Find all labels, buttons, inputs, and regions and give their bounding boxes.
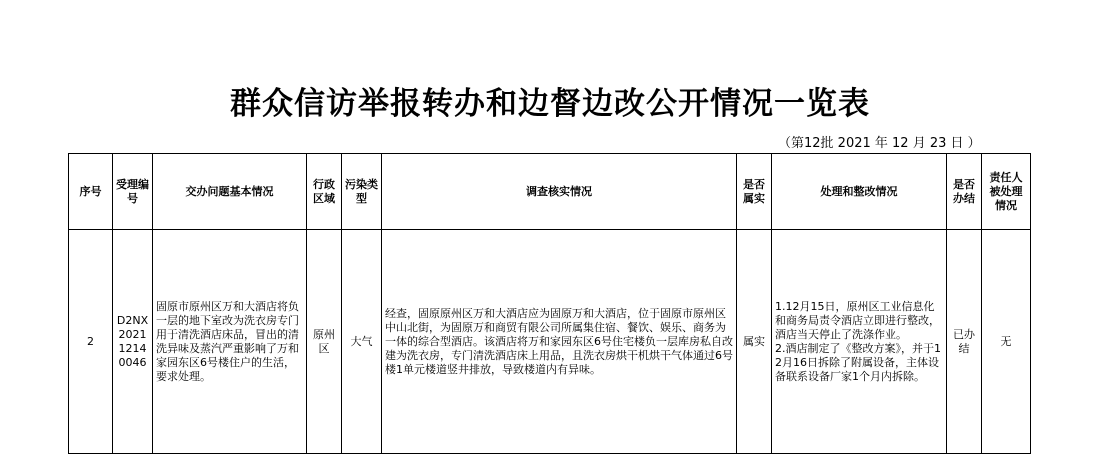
cell-closed: 已办结 [947, 230, 982, 454]
cell-verified: 属实 [737, 230, 772, 454]
cell-pollution: 大气 [342, 230, 382, 454]
handling-step-2: 2.酒店制定了《整改方案》，并于12月16日拆除了附属设备，主体设备联系设备厂家1个月内拆除。 [775, 341, 941, 383]
header-seq: 序号 [69, 154, 113, 230]
header-row [69, 154, 1031, 230]
cell-accountability: 无 [982, 230, 1031, 454]
page-title: 群众信访举报转办和边督边改公开情况一览表 [230, 86, 870, 122]
header-handling: 处理和整改情况 [772, 154, 947, 230]
header-district: 行政区域 [307, 154, 342, 230]
header-investigation: 调查核实情况 [382, 154, 737, 230]
batch-date-line: （第12批 2021 年 12 月 23 日 ） [778, 136, 981, 151]
header-problem: 交办问题基本情况 [153, 154, 307, 230]
table-row [69, 230, 1031, 454]
cell-case-no: D2NX202112140046 [113, 230, 153, 454]
cell-seq: 2 [69, 230, 113, 454]
cell-problem: 固原市原州区万和大酒店将负一层的地下室改为洗衣房专门用于清洗酒店床品，冒出的清洗异味及蒸汽严重影响了万和家园东区6号楼住户的生活，要求处理。 [153, 230, 307, 454]
header-accountability: 责任人被处理情况 [982, 154, 1031, 230]
header-verified: 是否属实 [737, 154, 772, 230]
handling-step-1: 1.12月15日，原州区工业信息化和商务局责令酒店立即进行整改，酒店当天停止了洗涤作业。 [775, 299, 940, 341]
cell-handling [772, 230, 947, 454]
cell-district: 原州区 [307, 230, 342, 454]
cell-investigation: 经查，固原原州区万和大酒店应为固原万和大酒店，位于固原市原州区中山北街，为固原万和商贸有限公司所属集住宿、餐饮、娱乐、商务为一体的综合型酒店。该酒店将万和家园东区6号住宅楼负一层库房私自改建为洗衣房，专门清洗酒店床上用品，且洗衣房烘干机烘干气体通过6号楼1单元楼道竖井排放，导致楼道内有异味。 [382, 230, 737, 454]
header-case-no: 受理编号 [113, 154, 153, 230]
header-pollution: 污染类型 [342, 154, 382, 230]
case-table [68, 153, 1031, 454]
header-closed: 是否办结 [947, 154, 982, 230]
